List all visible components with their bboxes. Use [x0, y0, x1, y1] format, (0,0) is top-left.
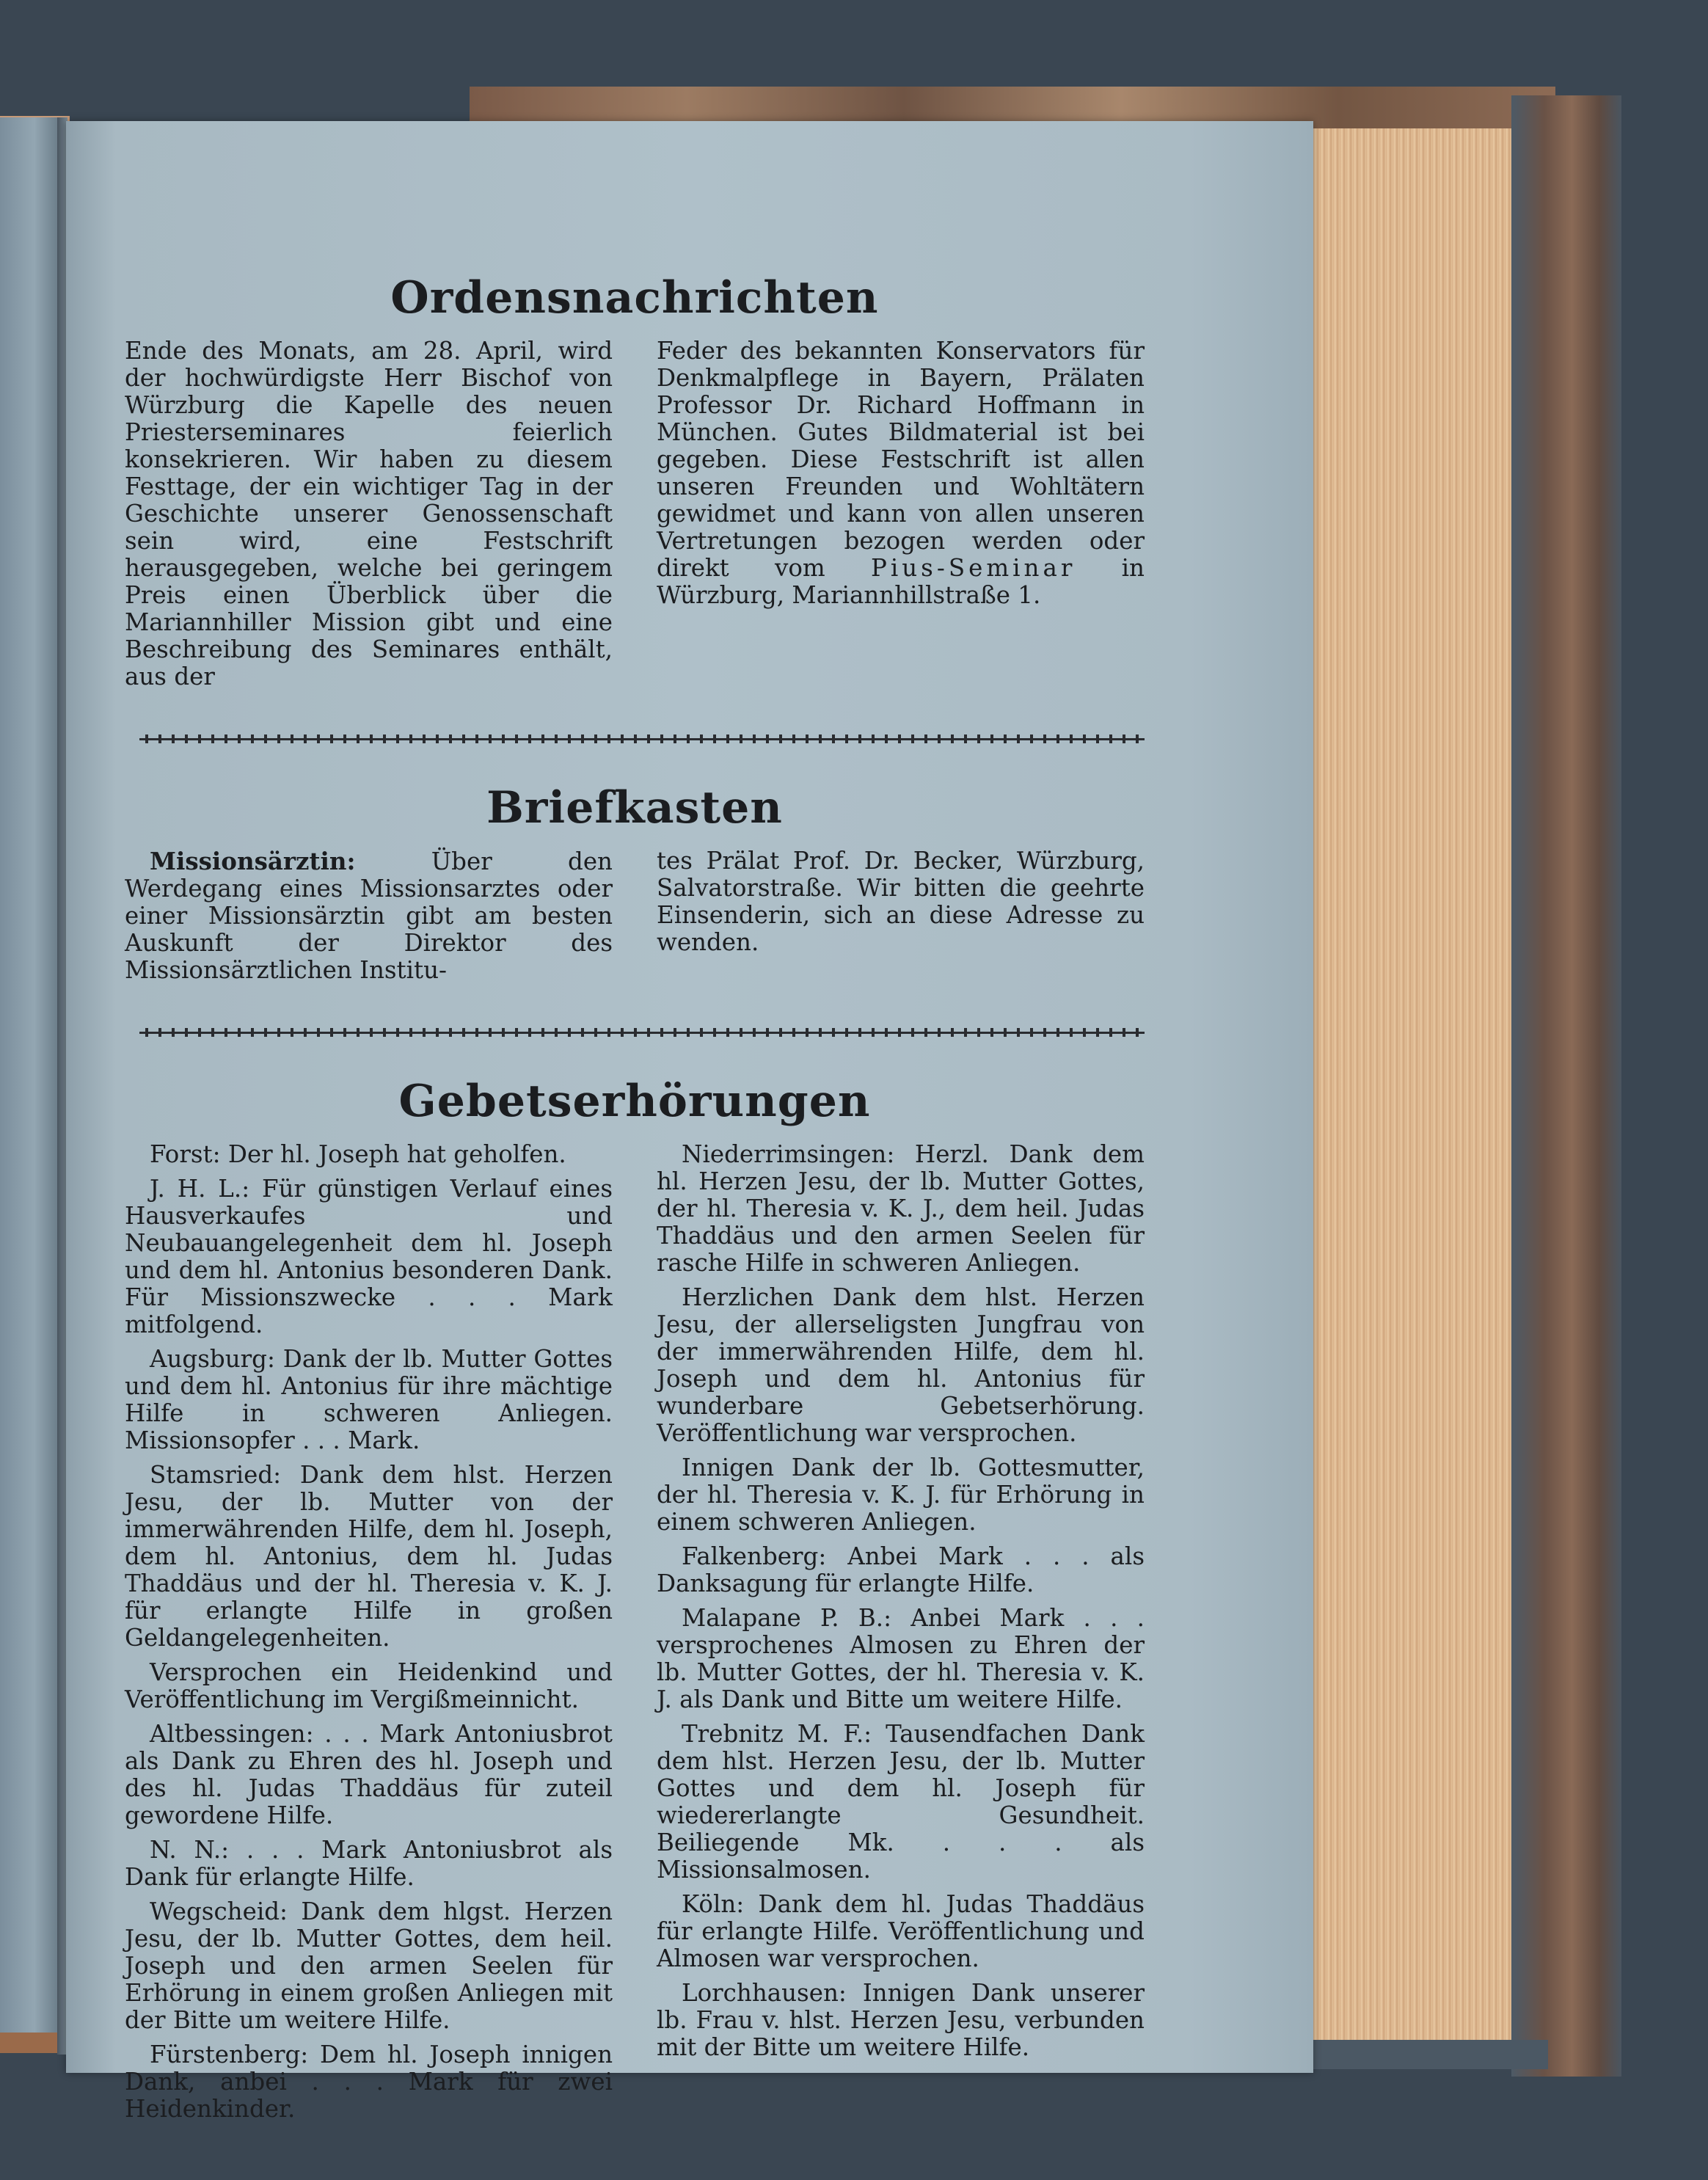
- entry: Wegscheid: Dank dem hlgst. Herzen Jesu, der lb. Mutter Gottes, dem heil. Joseph und den armen Seelen für Erhörung in einem großen Anliegen mit der Bitte um weitere Hilfe.: [125, 1898, 613, 2034]
- text-run: Feder des bekannten Konservators für Denkmalpflege in Bayern, Prälaten Professor Dr. Richard Hoffmann in München. Gutes Bildmaterial ist bei gegeben. Diese Festschrift ist allen unseren Freunden und Wohltätern gewidmet und kann von allen unseren Vertretungen bezogen werden oder direkt vom: [657, 337, 1145, 582]
- paragraph: tes Prälat Prof. Dr. Becker, Würzburg, Salvatorstraße. Wir bitten die geehrte Einsenderin, sich an diese Adresse zu wenden.: [657, 847, 1145, 956]
- entry: Augsburg: Dank der lb. Mutter Gottes und dem hl. Antonius für ihre mächtige Hilfe in schweren Anliegen. Missionsopfer . . . Mark.: [125, 1345, 613, 1454]
- section-title: Briefkasten: [486, 782, 783, 834]
- page-content: [125, 271, 1145, 2130]
- book-cover-bottom: [1306, 2040, 1548, 2069]
- column-right: [657, 1141, 1145, 2130]
- entry: Herzlichen Dank dem hlst. Herzen Jesu, der allerseligsten Jungfrau von der immerwährenden Hilfe, dem hl. Joseph und dem hl. Antonius für wunderbare Gebetserhörung. Veröffentlichung war versprochen.: [657, 1283, 1145, 1447]
- entry: Malapane P. B.: Anbei Mark . . . versprochenes Almosen zu Ehren der lb. Mutter Gottes, der hl. Theresia v. K. J. als Dank und Bitte um weitere Hilfe.: [657, 1604, 1145, 1713]
- entry: Niederrimsingen: Herzl. Dank dem hl. Herzen Jesu, der lb. Mutter Gottes, der hl. Theresia v. K. J., dem heil. Judas Thaddäus und den armen Seelen für rasche Hilfe in schweren Anliegen.: [657, 1140, 1145, 1277]
- entry: Versprochen ein Heidenkind und Veröffentlichung im Vergißmeinnicht.: [125, 1658, 613, 1713]
- entry: Altbessingen: . . . Mark Antoniusbrot als Dank zu Ehren des hl. Joseph und des hl. Judas Thaddäus für zuteil gewordene Hilfe.: [125, 1720, 613, 1829]
- entry: Stamsried: Dank dem hlst. Herzen Jesu, der lb. Mutter von der immerwährenden Hilfe, dem hl. Joseph, dem hl. Antonius, dem hl. Judas Thaddäus und der hl. Theresia v. K. J. für erlangte Hilfe in großen Geldangelegenheiten.: [125, 1461, 613, 1652]
- entry: Fürstenberg: Dem hl. Joseph innigen Dank, anbei . . . Mark für zwei Heidenkinder.: [125, 2041, 613, 2123]
- ornamental-divider: [139, 732, 1145, 746]
- addressee: Missionsärztin:: [150, 847, 356, 875]
- entry: Falkenberg: Anbei Mark . . . als Danksagung für erlangte Hilfe.: [657, 1542, 1145, 1597]
- book-cover-right: [1511, 95, 1621, 2077]
- column-left: [125, 847, 613, 991]
- entry: Forst: Der hl. Joseph hat geholfen.: [150, 1140, 566, 1168]
- entry: Innigen Dank der lb. Gottesmutter, der hl. Theresia v. K. J. für Erhörung in einem schweren Anliegen.: [657, 1454, 1145, 1536]
- two-column-text: [125, 338, 1145, 698]
- seminar-name: Pius-Seminar: [870, 554, 1076, 582]
- section-briefkasten: [125, 781, 1145, 991]
- two-column-text: [125, 847, 1145, 991]
- entry: N. N.: . . . Mark Antoniusbrot als Dank für erlangte Hilfe.: [125, 1836, 613, 1891]
- entry: J. H. L.: Für günstigen Verlauf eines Hausverkaufes und Neubauangelegenheit dem hl. Joseph und dem hl. Antonius besonderen Dank. Für Missionszwecke . . . Mark mitfolgend.: [125, 1175, 613, 1338]
- text-run: in Würzburg, Mariannhillstraße 1.: [657, 554, 1145, 609]
- column-left: [125, 338, 613, 698]
- section-ordensnachrichten: [125, 271, 1145, 698]
- section-title: Ordensnachrichten: [390, 272, 879, 324]
- section-title: Gebetserhörungen: [398, 1076, 871, 1127]
- paragraph: [657, 338, 1145, 609]
- paragraph: [125, 847, 613, 984]
- paragraph: Ende des Monats, am 28. April, wird der hochwürdigste Herr Bischof von Würzburg die Kapelle des neuen Priesterseminares feierlich konsekrieren. Wir haben zu diesem Festtage, der ein wichtiger Tag in der Geschichte unserer Genossenschaft sein wird, eine Festschrift herausgegeben, welche bei geringem Preis einen Überblick über die Mariannhiller Mission gibt und eine Beschreibung des Seminares enthält, aus der: [125, 337, 613, 690]
- left-page-edge: [0, 117, 57, 2040]
- two-column-text: [125, 1141, 1145, 2130]
- section-gebetserhoerungen: [125, 1075, 1145, 2130]
- text-run: Über den Werdegang eines Missionsarztes oder einer Missionsärztin gibt am besten Auskunft der Direktor des Missionsärztlichen Institu-: [125, 847, 613, 984]
- entry: Köln: Dank dem hl. Judas Thaddäus für erlangte Hilfe. Veröffentlichung und Almosen war versprochen.: [657, 1890, 1145, 1972]
- column-right: [657, 338, 1145, 698]
- ornamental-divider: [139, 1025, 1145, 1040]
- entry: Trebnitz M. F.: Tausendfachen Dank dem hlst. Herzen Jesu, der lb. Mutter Gottes und dem hl. Joseph für wiedererlangte Gesundheit. Beiliegende Mk. . . . als Missionsalmosen.: [657, 1720, 1145, 1884]
- left-page-bottom-edge: [0, 2033, 66, 2053]
- entry: Lorchhausen: Innigen Dank unserer lb. Frau v. hlst. Herzen Jesu, verbunden mit der Bitte um weitere Hilfe.: [657, 1979, 1145, 2061]
- column-right: [657, 847, 1145, 991]
- column-left: [125, 1141, 613, 2130]
- page-edges: [1313, 128, 1511, 2044]
